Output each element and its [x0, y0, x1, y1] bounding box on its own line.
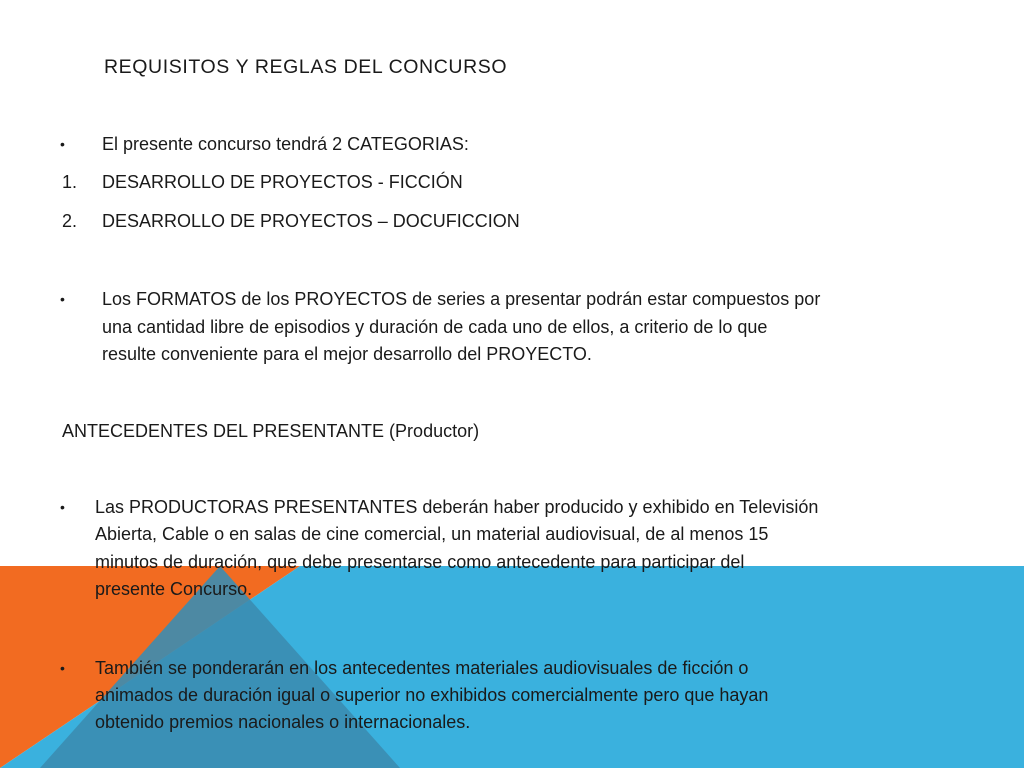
formats-line: una cantidad libre de episodios y duración de cada uno de ellos, a criterio de lo que	[102, 317, 768, 337]
productoras-line: minutos de duración, que debe presentarse como antecedente para participar del	[95, 552, 745, 572]
bullet-marker: •	[60, 660, 65, 676]
category-number: 2.	[62, 211, 78, 231]
bullet-marker: •	[60, 136, 65, 152]
category-number: 1.	[62, 172, 78, 192]
productoras-line: Abierta, Cable o en salas de cine comercial, un material audiovisual, de al menos 15	[95, 524, 769, 544]
productoras-line: Las PRODUCTORAS PRESENTANTES deberán haber producido y exhibido en Televisión	[95, 497, 819, 517]
section-heading: ANTECEDENTES DEL PRESENTANTE (Productor)	[62, 421, 480, 441]
formats-line: resulte conveniente para el mejor desarrollo del PROYECTO.	[102, 344, 592, 364]
categories-intro: El presente concurso tendrá 2 CATEGORIAS:	[102, 134, 469, 154]
tambien-line: obtenido premios nacionales o internacionales.	[95, 712, 471, 732]
formats-line: Los FORMATOS de los PROYECTOS de series a presentar podrán estar compuestos por	[102, 289, 821, 309]
category-item: DESARROLLO DE PROYECTOS - FICCIÓN	[102, 172, 463, 192]
bullet-marker: •	[60, 291, 65, 307]
tambien-line: animados de duración igual o superior no exhibidos comercialmente pero que hayan	[95, 685, 769, 705]
productoras-line: presente Concurso.	[95, 579, 253, 599]
tambien-line: También se ponderarán en los antecedentes materiales audiovisuales de ficción o	[95, 658, 749, 678]
slide-title: REQUISITOS Y REGLAS DEL CONCURSO	[104, 56, 508, 78]
category-item: DESARROLLO DE PROYECTOS – DOCUFICCION	[102, 211, 520, 231]
bullet-marker: •	[60, 499, 65, 515]
